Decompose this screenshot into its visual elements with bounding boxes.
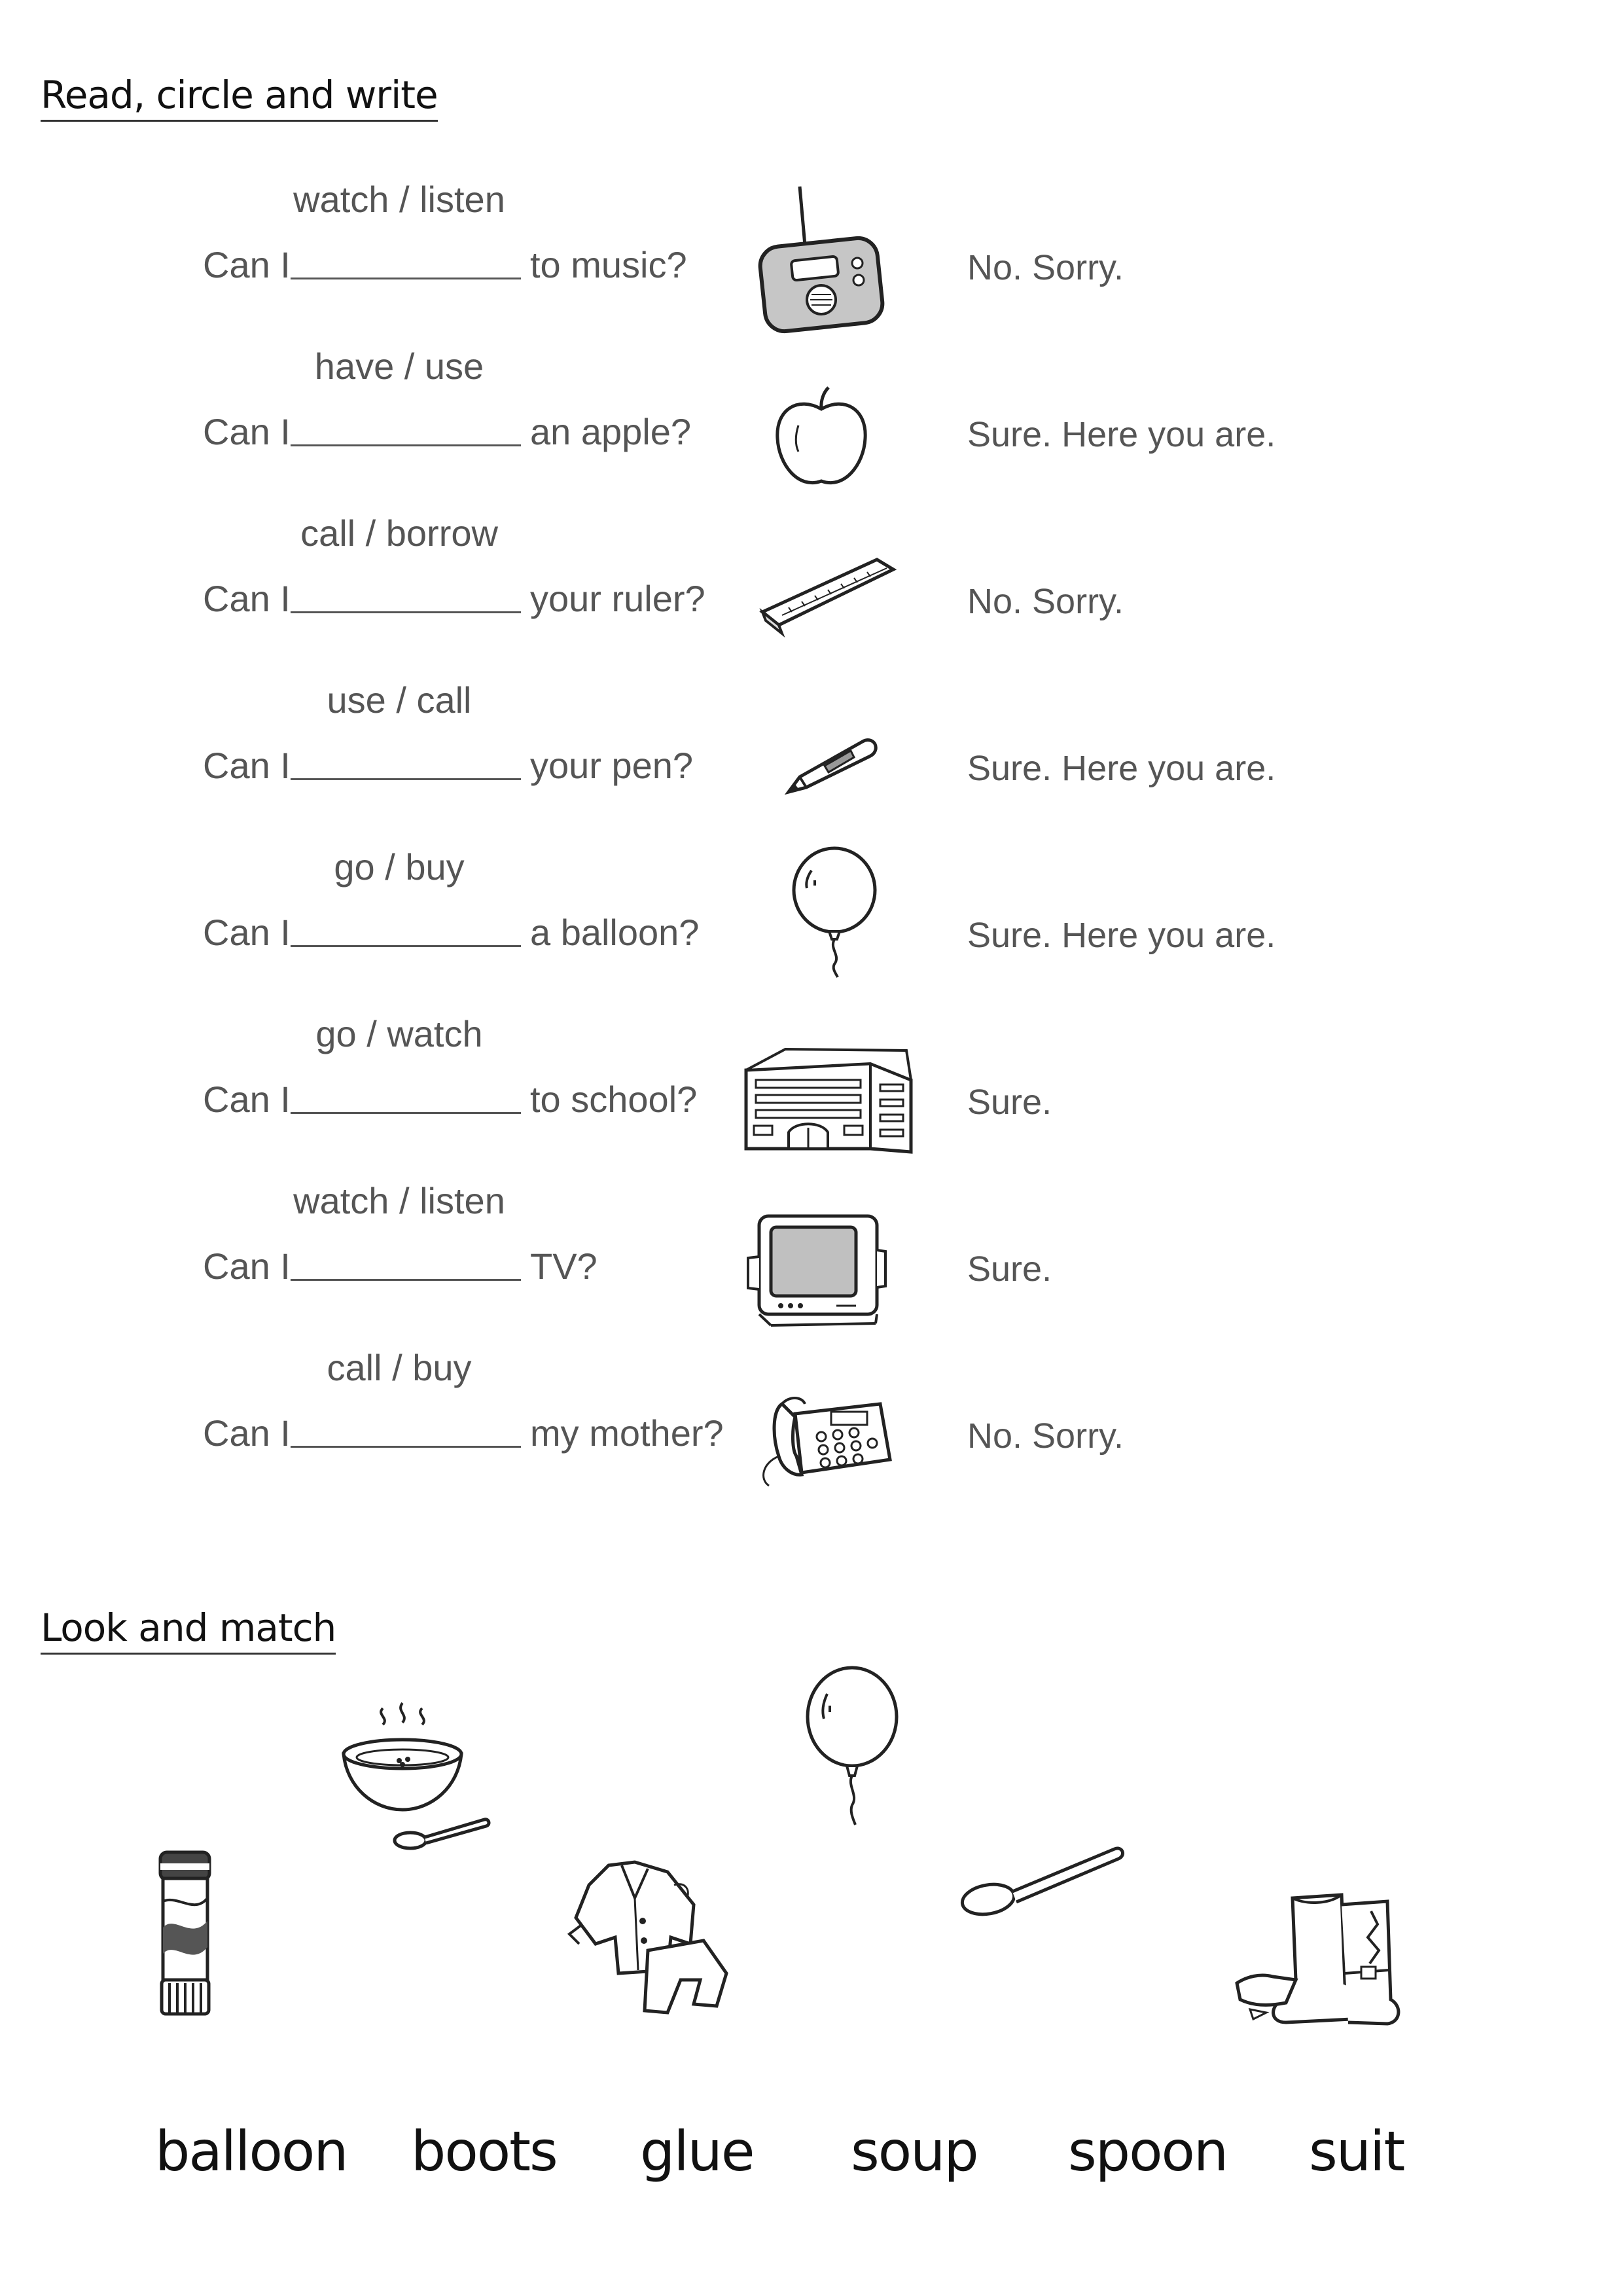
reply-text: Sure. Here you are. [967,916,1276,955]
question-start: Can I [203,912,291,953]
choice-words[interactable]: have / use [314,346,484,387]
section-title-look-and-match: Look and match [41,1606,336,1655]
pen-icon [785,736,880,795]
reply-text: No. Sorry. [967,248,1124,287]
balloon-icon [789,848,880,978]
answer-blank[interactable] [291,611,521,613]
question-end: my mother? [530,1412,724,1454]
school-icon [740,1044,916,1155]
match-word-3[interactable]: glue [640,2119,754,2183]
match-word-5[interactable]: spoon [1068,2119,1228,2183]
question-end: your ruler? [530,578,705,619]
question-start: Can I [203,244,291,285]
question-end: to music? [530,244,687,285]
reply-text: Sure. [967,1249,1052,1289]
answer-blank[interactable] [291,778,521,780]
answer-blank[interactable] [291,945,521,947]
reply-text: No. Sorry. [967,1416,1124,1456]
answer-blank[interactable] [291,444,521,446]
radio-icon [759,183,890,334]
boots-icon [1234,1885,1404,2029]
question-end: to school? [530,1079,698,1120]
apple-icon [772,386,870,491]
spoon-icon [959,1839,1129,1918]
choice-words[interactable]: call / buy [327,1347,472,1388]
choice-words[interactable]: use / call [327,679,472,721]
choice-words[interactable]: go / watch [315,1013,483,1054]
section-title-read-circle-write: Read, circle and write [41,73,438,122]
tv-icon [745,1211,889,1329]
match-word-4[interactable]: soup [851,2119,978,2183]
ruler-icon [756,550,900,635]
choice-words[interactable]: call / borrow [300,512,498,554]
question-end: a balloon? [530,912,700,953]
match-word-2[interactable]: boots [411,2119,557,2183]
answer-blank[interactable] [291,1112,521,1114]
suit-icon [563,1859,733,2016]
question-end: TV? [530,1246,597,1287]
question-start: Can I [203,1079,291,1120]
balloon-icon [806,1668,898,1825]
question-start: Can I [203,411,291,452]
match-word-1[interactable]: balloon [155,2119,348,2183]
soup-icon [337,1695,494,1852]
choice-words[interactable]: watch / listen [293,1180,505,1221]
question-start: Can I [203,578,291,619]
reply-text: Sure. Here you are. [967,415,1276,454]
reply-text: Sure. Here you are. [967,749,1276,788]
answer-blank[interactable] [291,278,521,279]
choice-words[interactable]: go / buy [334,846,465,888]
question-start: Can I [203,1412,291,1454]
choice-words[interactable]: watch / listen [293,179,505,220]
glue-icon [155,1849,221,2016]
answer-blank[interactable] [291,1446,521,1448]
question-start: Can I [203,745,291,786]
reply-text: No. Sorry. [967,582,1124,621]
answer-blank[interactable] [291,1279,521,1281]
telephone-icon [756,1391,893,1489]
question-start: Can I [203,1246,291,1287]
match-word-6[interactable]: suit [1309,2119,1404,2183]
question-end: an apple? [530,411,692,452]
question-end: your pen? [530,745,694,786]
reply-text: Sure. [967,1083,1052,1122]
